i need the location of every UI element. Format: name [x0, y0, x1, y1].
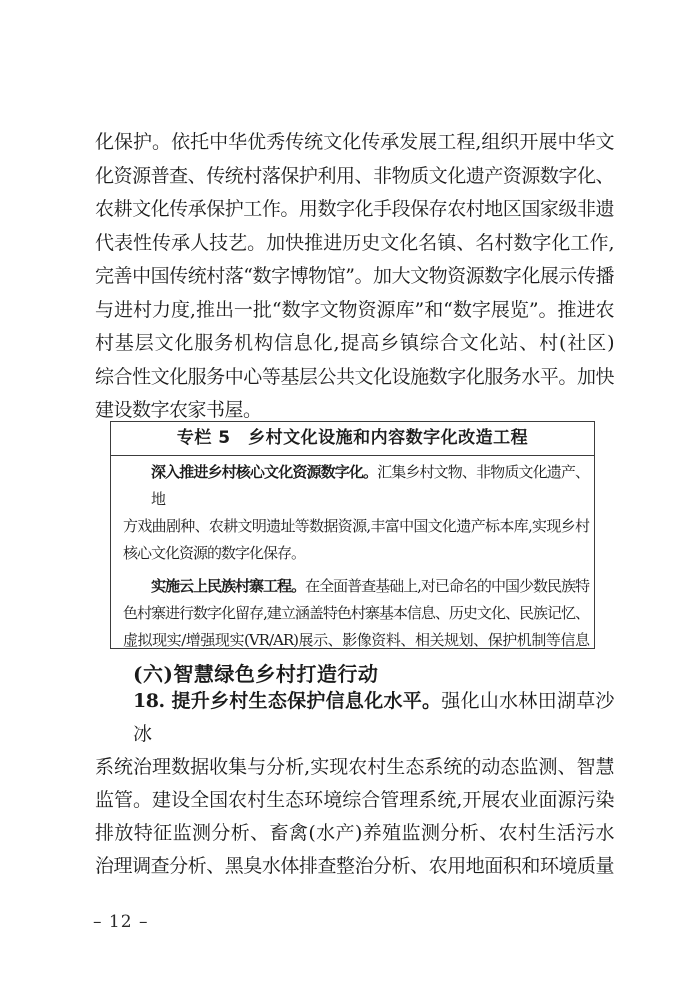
callout-line: 方戏曲剧种、农耕文明遗址等数据资源,丰富中国文化遗产标本库,实现乡村	[123, 517, 589, 535]
callout-lead-bold: 实施云上民族村寨工程。	[151, 577, 306, 595]
callout-box-title: 专栏 5 乡村文化设施和内容数字化改造工程	[111, 422, 594, 456]
body-line: 建设数字农家书屋。	[95, 399, 262, 421]
page-number: – 12 –	[93, 912, 149, 932]
body-line: 与进村力度,推出一批“数字文物资源库”和“数字展览”。推进农	[95, 298, 614, 321]
body-line: 完善中国传统村落“数字博物馆”。加大文物资源数字化展示传播	[95, 265, 614, 287]
body-line: 农耕文化传承保护工作。用数字化手段保存农村地区国家级非遗	[95, 198, 614, 220]
body-line: 综合性文化服务中心等基层公共文化设施数字化服务水平。加快	[95, 365, 614, 388]
body-line: 系统治理数据收集与分析,实现农村生态系统的动态监测、智慧	[95, 756, 614, 778]
body-paragraph-top	[95, 126, 614, 428]
callout-line: 核心文化资源的数字化保存。	[123, 544, 306, 562]
body-line-text: 强化山水林田湖草沙冰	[133, 690, 614, 745]
body-line: 化资源普查、传统村落保护利用、非物质文化遗产资源数字化、	[95, 164, 614, 187]
callout-paragraph-2	[123, 573, 589, 649]
callout-box-body	[111, 456, 594, 649]
body-line	[95, 685, 614, 751]
callout-line: 色村寨进行数字化留存,建立涵盖特色村寨基本信息、历史文化、民族记忆、	[123, 604, 589, 622]
item18-paragraph	[95, 685, 614, 883]
body-line: 排放特征监测分析、畜禽(水产)养殖监测分析、农村生活污水	[95, 822, 614, 844]
body-line: 监管。建设全国农村生态环境综合管理系统,开展农业面源污染	[95, 789, 614, 811]
section-heading: (六)智慧绿色乡村打造行动	[133, 662, 379, 686]
body-line: 治理调查分析、黑臭水体排查整治分析、农用地面积和环境质量	[95, 855, 614, 877]
body-line: 代表性传承人技艺。加快推进历史文化名镇、名村数字化工作,	[95, 231, 614, 254]
callout-lead-bold: 深入推进乡村核心文化资源数字化。	[151, 463, 378, 481]
callout-line-text: 在全面普查基础上,对已命名的中国少数民族特	[305, 577, 589, 595]
callout-line-text: 汇集乡村文物、非物质文化遗产、地	[151, 463, 589, 508]
body-line: 村基层文化服务机构信息化,提高乡镇综合文化站、村(社区)	[95, 332, 614, 354]
item18-lead-bold: 18. 提升乡村生态保护信息化水平。	[133, 690, 442, 712]
body-line: 化保护。依托中华优秀传统文化传承发展工程,组织开展中华文	[95, 131, 614, 153]
callout-paragraph-1	[123, 459, 589, 567]
callout-line: 虚拟现实/增强现实(VR/AR)展示、影像资料、相关规划、保护机制等信息	[123, 631, 589, 649]
callout-line	[123, 573, 589, 600]
callout-line	[123, 459, 589, 513]
callout-box	[110, 421, 595, 649]
